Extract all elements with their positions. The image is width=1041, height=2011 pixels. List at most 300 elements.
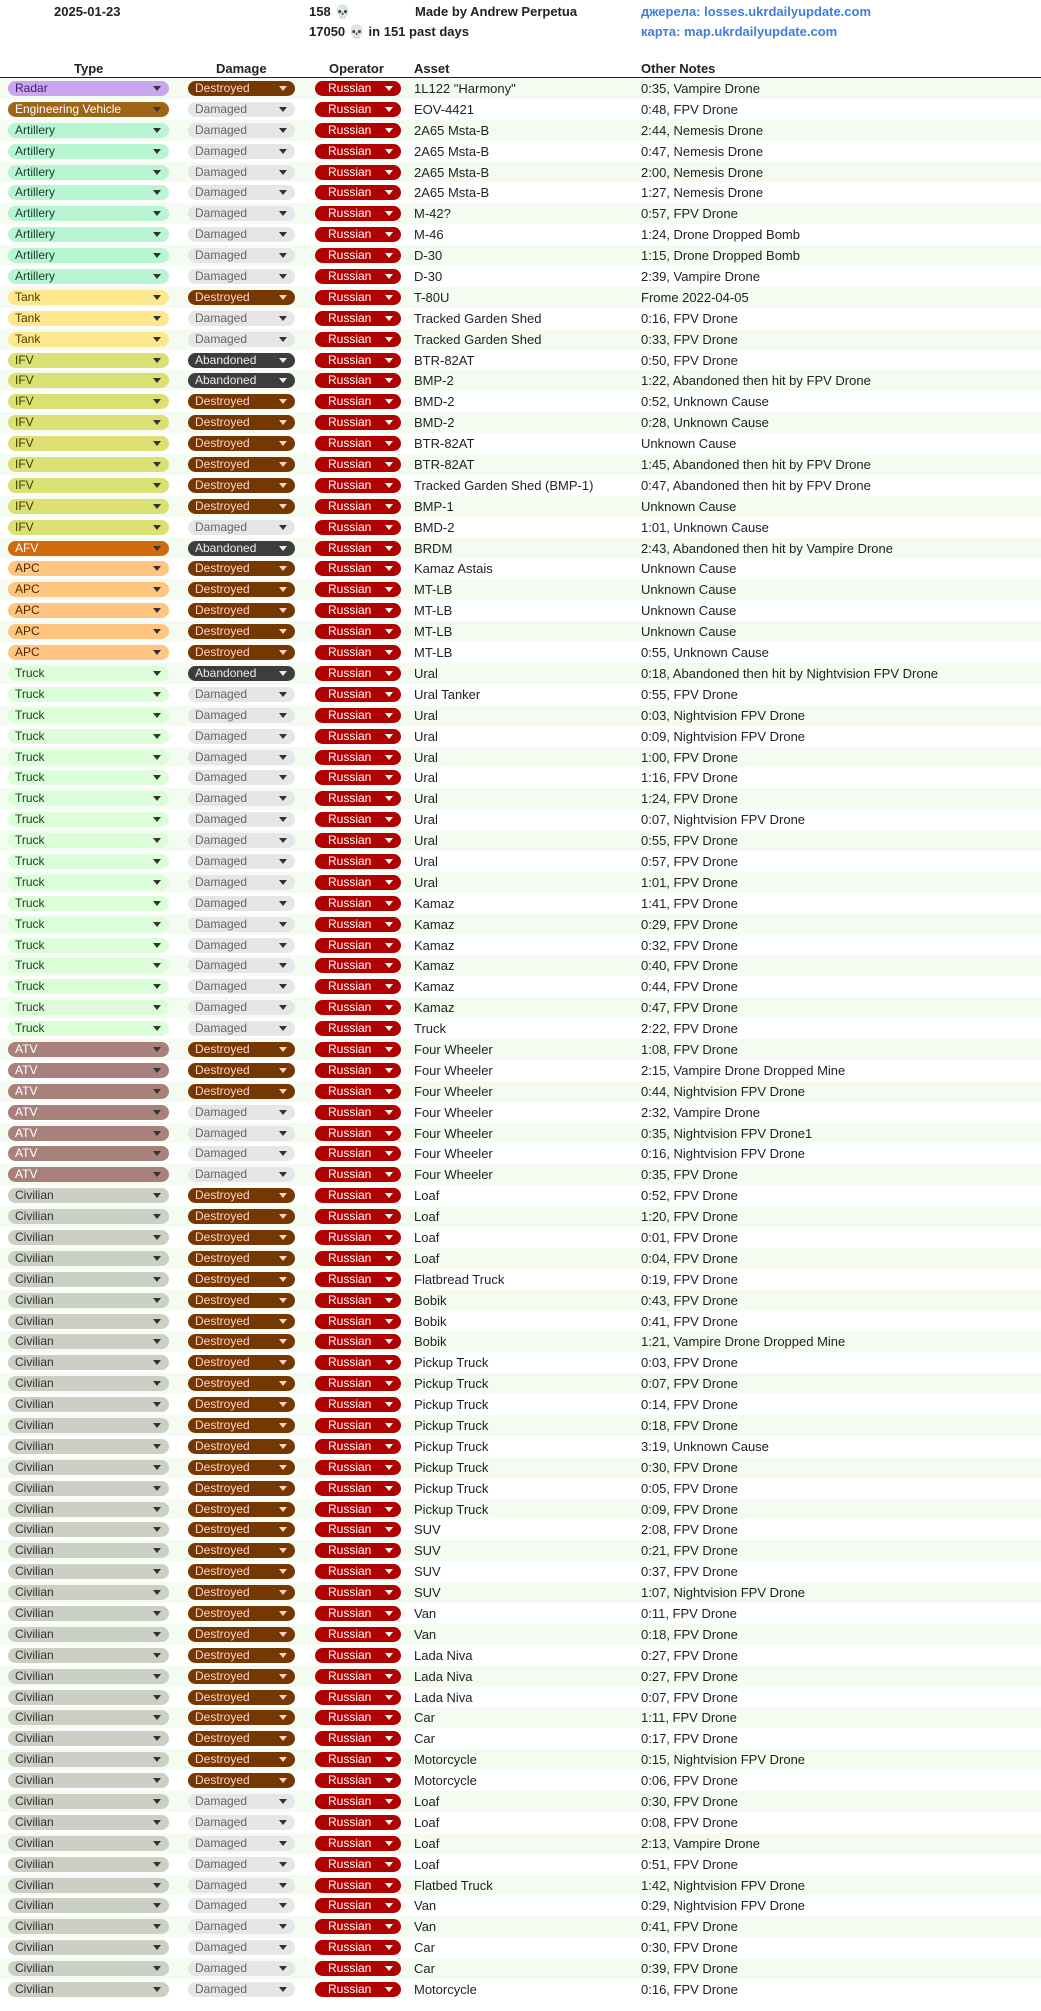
type-dropdown[interactable]: [8, 185, 169, 200]
operator-dropdown[interactable]: [315, 1376, 401, 1391]
type-dropdown[interactable]: [8, 1188, 169, 1203]
type-dropdown[interactable]: [8, 1919, 169, 1934]
operator-dropdown[interactable]: [315, 332, 401, 347]
damage-dropdown[interactable]: [188, 1648, 295, 1663]
damage-dropdown[interactable]: [188, 1690, 295, 1705]
damage-dropdown[interactable]: [188, 311, 295, 326]
type-dropdown[interactable]: [8, 645, 169, 660]
damage-dropdown[interactable]: [188, 791, 295, 806]
operator-dropdown[interactable]: [315, 750, 401, 765]
damage-dropdown[interactable]: [188, 645, 295, 660]
operator-dropdown[interactable]: [315, 1188, 401, 1203]
type-dropdown[interactable]: [8, 917, 169, 932]
damage-dropdown[interactable]: [188, 1857, 295, 1872]
type-dropdown[interactable]: [8, 1669, 169, 1684]
operator-dropdown[interactable]: [315, 185, 401, 200]
damage-dropdown[interactable]: [188, 1836, 295, 1851]
type-dropdown[interactable]: [8, 603, 169, 618]
damage-dropdown[interactable]: [188, 1397, 295, 1412]
type-dropdown[interactable]: [8, 979, 169, 994]
operator-dropdown[interactable]: [315, 1940, 401, 1955]
operator-dropdown[interactable]: [315, 1146, 401, 1161]
type-dropdown[interactable]: [8, 415, 169, 430]
type-dropdown[interactable]: [8, 1543, 169, 1558]
type-dropdown[interactable]: [8, 248, 169, 263]
damage-dropdown[interactable]: [188, 1418, 295, 1433]
operator-dropdown[interactable]: [315, 206, 401, 221]
type-dropdown[interactable]: [8, 1084, 169, 1099]
asset-cell: 1L122 "Harmony": [414, 81, 516, 96]
operator-dropdown[interactable]: [315, 1710, 401, 1725]
type-dropdown[interactable]: [8, 1293, 169, 1308]
damage-dropdown[interactable]: [188, 1105, 295, 1120]
damage-dropdown[interactable]: [188, 1731, 295, 1746]
damage-dropdown[interactable]: [188, 1230, 295, 1245]
operator-dropdown[interactable]: [315, 1167, 401, 1182]
type-dropdown[interactable]: [8, 1209, 169, 1224]
damage-dropdown[interactable]: [188, 1272, 295, 1287]
damage-dropdown[interactable]: [188, 1126, 295, 1141]
damage-dropdown[interactable]: [188, 1543, 295, 1558]
operator-dropdown[interactable]: [315, 415, 401, 430]
operator-dropdown[interactable]: [315, 1919, 401, 1934]
type-dropdown[interactable]: [8, 561, 169, 576]
type-dropdown[interactable]: [8, 958, 169, 973]
damage-dropdown[interactable]: [188, 1522, 295, 1537]
type-dropdown[interactable]: [8, 666, 169, 681]
operator-dropdown[interactable]: [315, 248, 401, 263]
type-dropdown[interactable]: [8, 1105, 169, 1120]
type-dropdown[interactable]: [8, 520, 169, 535]
operator-dropdown[interactable]: [315, 1397, 401, 1412]
type-dropdown[interactable]: [8, 373, 169, 388]
operator-dropdown[interactable]: [315, 353, 401, 368]
type-dropdown[interactable]: [8, 1857, 169, 1872]
damage-dropdown[interactable]: [188, 750, 295, 765]
operator-dropdown[interactable]: [315, 520, 401, 535]
operator-dropdown[interactable]: [315, 812, 401, 827]
map-link[interactable]: карта: map.ukrdailyupdate.com: [641, 24, 838, 39]
type-dropdown[interactable]: [8, 938, 169, 953]
damage-dropdown[interactable]: [188, 1564, 295, 1579]
operator-dropdown[interactable]: [315, 541, 401, 556]
operator-dropdown[interactable]: [315, 958, 401, 973]
type-dropdown[interactable]: [8, 1314, 169, 1329]
type-dropdown[interactable]: [8, 1690, 169, 1705]
damage-dropdown[interactable]: [188, 1961, 295, 1976]
damage-dropdown[interactable]: [188, 979, 295, 994]
type-dropdown[interactable]: [8, 1460, 169, 1475]
damage-dropdown[interactable]: [188, 1773, 295, 1788]
operator-dropdown[interactable]: [315, 791, 401, 806]
type-dropdown[interactable]: [8, 269, 169, 284]
type-dropdown[interactable]: [8, 1627, 169, 1642]
damage-dropdown[interactable]: [188, 812, 295, 827]
operator-dropdown[interactable]: [315, 1669, 401, 1684]
damage-dropdown[interactable]: [188, 729, 295, 744]
operator-dropdown[interactable]: [315, 1460, 401, 1475]
type-dropdown[interactable]: [8, 478, 169, 493]
type-dropdown[interactable]: [8, 624, 169, 639]
type-dropdown[interactable]: [8, 1126, 169, 1141]
type-dropdown[interactable]: [8, 1710, 169, 1725]
type-dropdown[interactable]: [8, 1606, 169, 1621]
damage-dropdown[interactable]: [188, 1167, 295, 1182]
type-dropdown[interactable]: [8, 854, 169, 869]
type-dropdown[interactable]: [8, 791, 169, 806]
damage-dropdown[interactable]: [188, 896, 295, 911]
damage-dropdown[interactable]: [188, 290, 295, 305]
type-dropdown[interactable]: [8, 1940, 169, 1955]
type-dropdown[interactable]: [8, 1439, 169, 1454]
operator-dropdown[interactable]: [315, 499, 401, 514]
operator-dropdown[interactable]: [315, 165, 401, 180]
author-credit: Made by Andrew Perpetua: [415, 4, 578, 19]
type-dropdown[interactable]: [8, 687, 169, 702]
damage-dropdown[interactable]: [188, 708, 295, 723]
chevron-down-icon: [279, 901, 287, 906]
type-dropdown[interactable]: [8, 1815, 169, 1830]
operator-dropdown[interactable]: [315, 1355, 401, 1370]
damage-dropdown[interactable]: [188, 332, 295, 347]
damage-dropdown[interactable]: [188, 1898, 295, 1913]
operator-dropdown[interactable]: [315, 478, 401, 493]
type-dropdown[interactable]: [8, 1167, 169, 1182]
operator-dropdown[interactable]: [315, 1084, 401, 1099]
damage-dropdown[interactable]: [188, 123, 295, 138]
damage-dropdown[interactable]: [188, 269, 295, 284]
type-dropdown[interactable]: [8, 436, 169, 451]
damage-dropdown[interactable]: [188, 854, 295, 869]
operator-dropdown[interactable]: [315, 1230, 401, 1245]
type-dropdown[interactable]: [8, 1502, 169, 1517]
operator-dropdown[interactable]: [315, 1857, 401, 1872]
operator-dropdown[interactable]: [315, 1000, 401, 1015]
damage-dropdown[interactable]: [188, 1355, 295, 1370]
operator-dropdown[interactable]: [315, 1126, 401, 1141]
operator-dropdown[interactable]: [315, 1314, 401, 1329]
operator-dropdown[interactable]: [315, 708, 401, 723]
operator-dropdown[interactable]: [315, 687, 401, 702]
type-dropdown[interactable]: [8, 165, 169, 180]
operator-dropdown[interactable]: [315, 1878, 401, 1893]
operator-dropdown[interactable]: [315, 102, 401, 117]
damage-dropdown[interactable]: [188, 415, 295, 430]
damage-dropdown[interactable]: [188, 582, 295, 597]
damage-dropdown[interactable]: [188, 1815, 295, 1830]
notes-cell: Unknown Cause: [641, 603, 737, 619]
operator-dropdown[interactable]: [315, 269, 401, 284]
damage-dropdown[interactable]: [188, 938, 295, 953]
chevron-down-icon: [385, 817, 393, 822]
type-dropdown[interactable]: [8, 1146, 169, 1161]
damage-dropdown[interactable]: [188, 206, 295, 221]
operator-dropdown[interactable]: [315, 1251, 401, 1266]
operator-dropdown[interactable]: [315, 917, 401, 932]
operator-dropdown[interactable]: [315, 1627, 401, 1642]
damage-dropdown[interactable]: [188, 1919, 295, 1934]
damage-dropdown[interactable]: [188, 1502, 295, 1517]
operator-dropdown[interactable]: [315, 1606, 401, 1621]
operator-dropdown[interactable]: [315, 603, 401, 618]
damage-dropdown[interactable]: [188, 541, 295, 556]
damage-dropdown[interactable]: [188, 1293, 295, 1308]
damage-dropdown[interactable]: [188, 1669, 295, 1684]
operator-dropdown[interactable]: [315, 227, 401, 242]
type-dropdown[interactable]: [8, 332, 169, 347]
damage-dropdown[interactable]: [188, 1585, 295, 1600]
operator-dropdown[interactable]: [315, 1794, 401, 1809]
operator-dropdown[interactable]: [315, 1773, 401, 1788]
type-dropdown[interactable]: [8, 833, 169, 848]
table-row: [0, 579, 1041, 600]
damage-dropdown[interactable]: [188, 373, 295, 388]
operator-dropdown[interactable]: [315, 144, 401, 159]
type-dropdown[interactable]: [8, 582, 169, 597]
operator-dropdown[interactable]: [315, 1105, 401, 1120]
type-dropdown[interactable]: [8, 1585, 169, 1600]
damage-dropdown[interactable]: [188, 561, 295, 576]
damage-dropdown[interactable]: [188, 1251, 295, 1266]
damage-dropdown[interactable]: [188, 1752, 295, 1767]
type-dropdown[interactable]: [8, 1063, 169, 1078]
operator-dropdown[interactable]: [315, 1982, 401, 1997]
asset-cell: Four Wheeler: [414, 1062, 493, 1078]
operator-dropdown[interactable]: [315, 1502, 401, 1517]
table-row: [0, 976, 1041, 997]
damage-dropdown[interactable]: [188, 248, 295, 263]
operator-dropdown[interactable]: [315, 1961, 401, 1976]
type-dropdown[interactable]: [8, 123, 169, 138]
damage-dropdown[interactable]: [188, 833, 295, 848]
operator-dropdown[interactable]: [315, 373, 401, 388]
type-dropdown[interactable]: [8, 1794, 169, 1809]
type-dropdown[interactable]: [8, 1564, 169, 1579]
damage-dropdown[interactable]: [188, 1334, 295, 1349]
type-dropdown[interactable]: [8, 144, 169, 159]
damage-dropdown[interactable]: [188, 1021, 295, 1036]
damage-dropdown[interactable]: [188, 185, 295, 200]
chevron-down-icon: [385, 922, 393, 927]
operator-dropdown[interactable]: [315, 1731, 401, 1746]
type-dropdown[interactable]: [8, 1522, 169, 1537]
chevron-down-icon: [279, 253, 287, 258]
type-dropdown[interactable]: [8, 353, 169, 368]
operator-dropdown[interactable]: [315, 1690, 401, 1705]
operator-dropdown[interactable]: [315, 624, 401, 639]
type-dropdown[interactable]: [8, 102, 169, 117]
damage-dropdown[interactable]: [188, 353, 295, 368]
operator-dropdown[interactable]: [315, 770, 401, 785]
chevron-down-icon: [385, 1611, 393, 1616]
operator-dropdown[interactable]: [315, 1648, 401, 1663]
damage-dropdown[interactable]: [188, 165, 295, 180]
operator-dropdown[interactable]: [315, 1836, 401, 1851]
operator-dropdown[interactable]: [315, 561, 401, 576]
type-dropdown[interactable]: [8, 1418, 169, 1433]
operator-dropdown[interactable]: [315, 1272, 401, 1287]
damage-dropdown[interactable]: [188, 499, 295, 514]
type-dropdown[interactable]: [8, 1021, 169, 1036]
damage-dropdown[interactable]: [188, 1940, 295, 1955]
operator-dropdown[interactable]: [315, 582, 401, 597]
chevron-down-icon: [279, 1611, 287, 1616]
type-dropdown[interactable]: [8, 1982, 169, 1997]
damage-dropdown[interactable]: [188, 1460, 295, 1475]
type-dropdown[interactable]: [8, 812, 169, 827]
type-dropdown[interactable]: [8, 1898, 169, 1913]
type-dropdown[interactable]: [8, 1878, 169, 1893]
damage-dropdown[interactable]: [188, 227, 295, 242]
type-dropdown[interactable]: [8, 1334, 169, 1349]
type-dropdown[interactable]: [8, 1000, 169, 1015]
damage-dropdown[interactable]: [188, 1000, 295, 1015]
type-dropdown[interactable]: [8, 1731, 169, 1746]
damage-dropdown[interactable]: [188, 770, 295, 785]
type-dropdown[interactable]: [8, 1397, 169, 1412]
type-dropdown[interactable]: [8, 81, 169, 96]
operator-dropdown[interactable]: [315, 938, 401, 953]
damage-dropdown[interactable]: [188, 1481, 295, 1496]
damage-dropdown[interactable]: [188, 1188, 295, 1203]
damage-dropdown[interactable]: [188, 1314, 295, 1329]
chevron-down-icon: [153, 1674, 161, 1679]
operator-dropdown[interactable]: [315, 1564, 401, 1579]
operator-dropdown[interactable]: [315, 436, 401, 451]
damage-dropdown[interactable]: [188, 1209, 295, 1224]
damage-dropdown[interactable]: [188, 394, 295, 409]
operator-label: Russian: [328, 853, 372, 868]
damage-label: Damaged: [195, 895, 248, 910]
type-dropdown[interactable]: [8, 1836, 169, 1851]
damage-dropdown[interactable]: [188, 666, 295, 681]
operator-dropdown[interactable]: [315, 854, 401, 869]
damage-dropdown[interactable]: [188, 1146, 295, 1161]
type-dropdown[interactable]: [8, 1376, 169, 1391]
type-label: Radar: [15, 81, 48, 95]
damage-dropdown[interactable]: [188, 1606, 295, 1621]
damage-dropdown[interactable]: [188, 1627, 295, 1642]
type-dropdown[interactable]: [8, 750, 169, 765]
operator-dropdown[interactable]: [315, 1752, 401, 1767]
type-dropdown[interactable]: [8, 1272, 169, 1287]
type-dropdown[interactable]: [8, 499, 169, 514]
damage-dropdown[interactable]: [188, 1376, 295, 1391]
type-dropdown[interactable]: [8, 896, 169, 911]
damage-dropdown[interactable]: [188, 1982, 295, 1997]
sources-link[interactable]: джерела: losses.ukrdailyupdate.com: [641, 4, 872, 19]
operator-dropdown[interactable]: [315, 1815, 401, 1830]
operator-dropdown[interactable]: [315, 1418, 401, 1433]
type-dropdown[interactable]: [8, 1251, 169, 1266]
damage-dropdown[interactable]: [188, 1794, 295, 1809]
type-dropdown[interactable]: [8, 1042, 169, 1057]
type-dropdown[interactable]: [8, 227, 169, 242]
operator-dropdown[interactable]: [315, 979, 401, 994]
damage-dropdown[interactable]: [188, 81, 295, 96]
operator-dropdown[interactable]: [315, 1585, 401, 1600]
damage-dropdown[interactable]: [188, 958, 295, 973]
damage-dropdown[interactable]: [188, 917, 295, 932]
operator-dropdown[interactable]: [315, 1334, 401, 1349]
type-dropdown[interactable]: [8, 1752, 169, 1767]
operator-dropdown[interactable]: [315, 290, 401, 305]
type-dropdown[interactable]: [8, 1773, 169, 1788]
damage-dropdown[interactable]: [188, 1042, 295, 1057]
damage-dropdown[interactable]: [188, 1878, 295, 1893]
operator-dropdown[interactable]: [315, 1439, 401, 1454]
operator-dropdown[interactable]: [315, 875, 401, 890]
chevron-down-icon: [279, 1339, 287, 1344]
damage-dropdown[interactable]: [188, 457, 295, 472]
type-dropdown[interactable]: [8, 708, 169, 723]
operator-dropdown[interactable]: [315, 1481, 401, 1496]
operator-label: Russian: [328, 1021, 372, 1036]
operator-dropdown[interactable]: [315, 896, 401, 911]
operator-dropdown[interactable]: [315, 1021, 401, 1036]
operator-dropdown[interactable]: [315, 394, 401, 409]
damage-dropdown[interactable]: [188, 875, 295, 890]
damage-dropdown[interactable]: [188, 436, 295, 451]
operator-dropdown[interactable]: [315, 123, 401, 138]
operator-dropdown[interactable]: [315, 645, 401, 660]
type-dropdown[interactable]: [8, 394, 169, 409]
table-row: [0, 454, 1041, 475]
type-dropdown[interactable]: [8, 290, 169, 305]
operator-dropdown[interactable]: [315, 729, 401, 744]
operator-dropdown[interactable]: [315, 666, 401, 681]
chevron-down-icon: [153, 1569, 161, 1574]
damage-dropdown[interactable]: [188, 1063, 295, 1078]
type-dropdown[interactable]: [8, 1230, 169, 1245]
type-dropdown[interactable]: [8, 1961, 169, 1976]
type-dropdown[interactable]: [8, 457, 169, 472]
type-dropdown[interactable]: [8, 1648, 169, 1663]
operator-dropdown[interactable]: [315, 1063, 401, 1078]
chevron-down-icon: [385, 1110, 393, 1115]
damage-dropdown[interactable]: [188, 102, 295, 117]
type-dropdown[interactable]: [8, 206, 169, 221]
report-date: 2025-01-23: [54, 4, 121, 19]
operator-dropdown[interactable]: [315, 1522, 401, 1537]
type-dropdown[interactable]: [8, 541, 169, 556]
operator-dropdown[interactable]: [315, 81, 401, 96]
type-dropdown[interactable]: [8, 1481, 169, 1496]
damage-dropdown[interactable]: [188, 687, 295, 702]
operator-dropdown[interactable]: [315, 833, 401, 848]
type-dropdown[interactable]: [8, 311, 169, 326]
damage-dropdown[interactable]: [188, 144, 295, 159]
operator-dropdown[interactable]: [315, 1543, 401, 1558]
type-dropdown[interactable]: [8, 729, 169, 744]
operator-dropdown[interactable]: [315, 1042, 401, 1057]
damage-dropdown[interactable]: [188, 520, 295, 535]
damage-dropdown[interactable]: [188, 1710, 295, 1725]
damage-dropdown[interactable]: [188, 603, 295, 618]
operator-dropdown[interactable]: [315, 1898, 401, 1913]
damage-dropdown[interactable]: [188, 478, 295, 493]
type-dropdown[interactable]: [8, 875, 169, 890]
damage-dropdown[interactable]: [188, 1439, 295, 1454]
operator-dropdown[interactable]: [315, 1293, 401, 1308]
type-dropdown[interactable]: [8, 770, 169, 785]
damage-dropdown[interactable]: [188, 1084, 295, 1099]
type-dropdown[interactable]: [8, 1355, 169, 1370]
damage-dropdown[interactable]: [188, 624, 295, 639]
operator-dropdown[interactable]: [315, 1209, 401, 1224]
operator-dropdown[interactable]: [315, 457, 401, 472]
operator-dropdown[interactable]: [315, 311, 401, 326]
